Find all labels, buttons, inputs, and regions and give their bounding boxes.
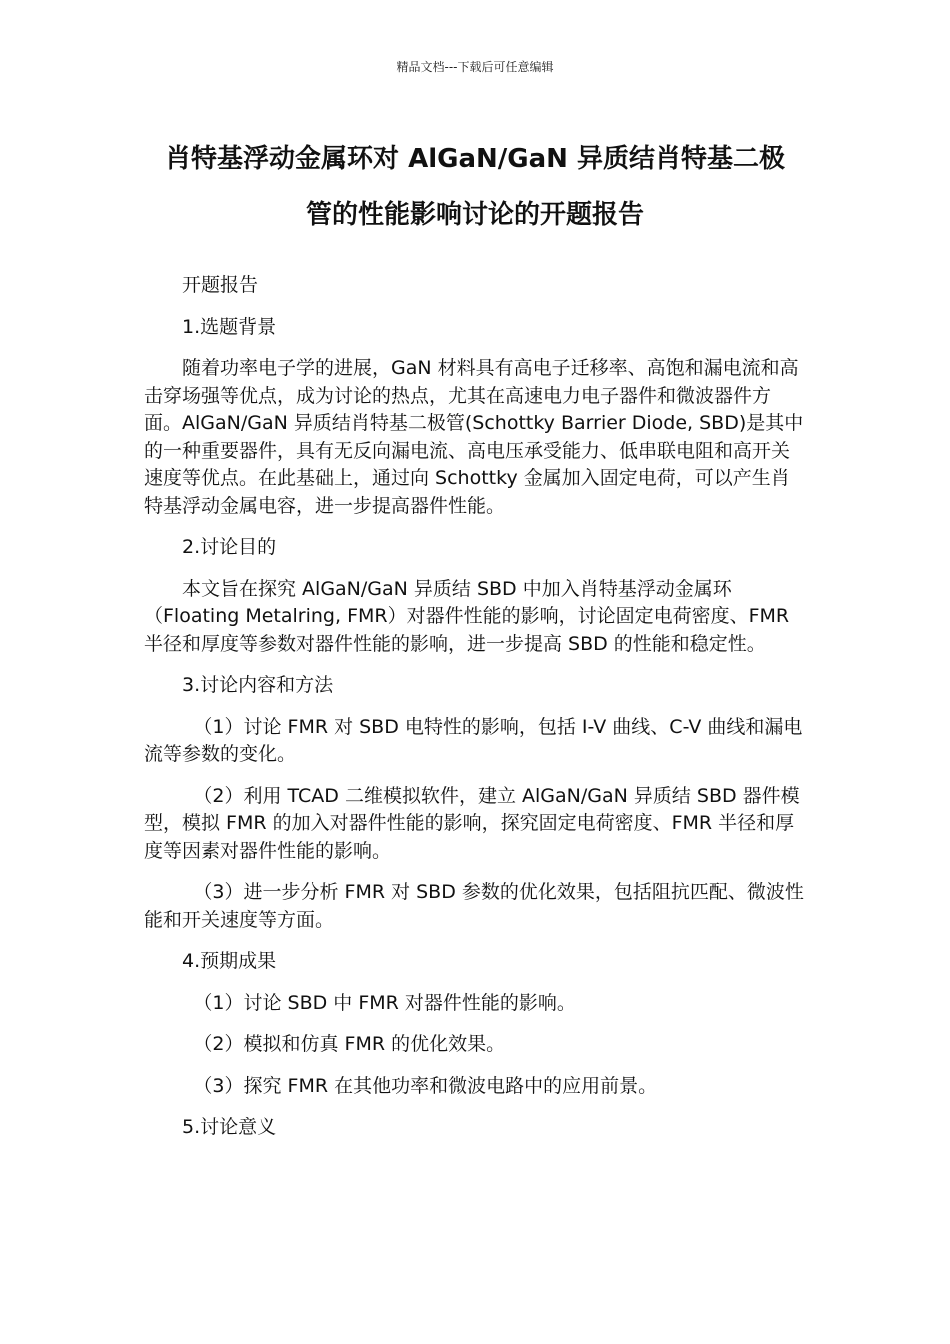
- report-label: 开题报告: [182, 274, 259, 296]
- section-heading-2: 2.讨论目的: [182, 536, 277, 558]
- title-line-1: 肖特基浮动金属环对 AlGaN/GaN 异质结肖特基二极: [165, 144, 785, 174]
- list-item: （3）探究 FMR 在其他功率和微波电路中的应用前景。: [193, 1074, 658, 1097]
- document-body: [144, 272, 806, 1156]
- section-heading-3: 3.讨论内容和方法: [182, 674, 334, 696]
- list-item: （1）讨论 FMR 对 SBD 电特性的影响，包括 I-V 曲线、C-V 曲线和漏电流等参数的变化。: [144, 715, 803, 765]
- title-line-2: 管的性能影响讨论的开题报告: [305, 200, 644, 230]
- document-title: [140, 131, 810, 243]
- list-item: （2）模拟和仿真 FMR 的优化效果。: [193, 1033, 506, 1055]
- section-heading-4: 4.预期成果: [182, 950, 277, 972]
- section-body-2: 本文旨在探究 AlGaN/GaN 异质结 SBD 中加入肖特基浮动金属环（Floating Metalring, FMR）对器件性能的影响，讨论固定电荷密度、FMR 半径和厚度等参数对器件性能的影响，进一步提高 SBD 的性能和稳定性。: [144, 577, 790, 655]
- header-note: 精品文档---下载后可任意编辑: [396, 60, 554, 74]
- section-heading-5: 5.讨论意义: [182, 1116, 277, 1138]
- section-heading-1: 1.选题背景: [182, 315, 277, 338]
- section-body-1: 随着功率电子学的进展，GaN 材料具有高电子迁移率、高饱和漏电流和高击穿场强等优点，成为讨论的热点，尤其在高速电力电子器件和微波器件方面。AlGaN/GaN 异质结肖特基二极管(Schottky Barrier Diode, SBD)是其中的一种重要器件，具有无反向漏电流、高电压承受能力、低串联电阻和高开关速度等优点。在此基础上，通过向 Schottky 金属加入固定电荷，可以产生肖特基浮动金属电容，进一步提高器件性能。: [144, 357, 804, 517]
- list-item: （2）利用 TCAD 二维模拟软件，建立 AlGaN/GaN 异质结 SBD 器件模型，模拟 FMR 的加入对器件性能的影响，探究固定电荷密度、FMR 半径和厚度等因素对器件性能的影响。: [144, 784, 800, 862]
- list-item: （1）讨论 SBD 中 FMR 对器件性能的影响。: [193, 991, 576, 1014]
- list-item: （3）进一步分析 FMR 对 SBD 参数的优化效果，包括阻抗匹配、微波性能和开关速度等方面。: [144, 881, 804, 931]
